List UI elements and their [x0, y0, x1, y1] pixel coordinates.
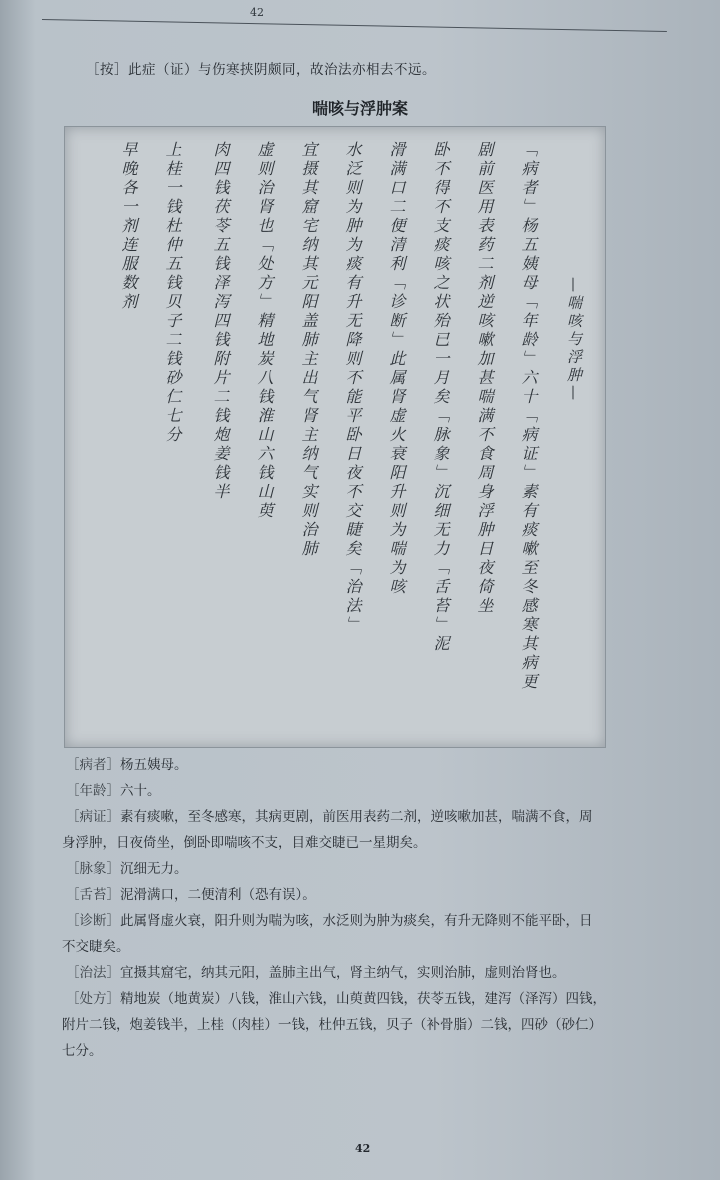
- header-page-number: 42: [250, 6, 264, 19]
- case-line: [66, 882, 666, 908]
- field-text: 六十。: [120, 783, 161, 799]
- field-text: 此属肾虚火衰，阳升则为喘为咳，水泛则为肿为痰矣，有升无降则不能平卧，日: [120, 913, 593, 929]
- field-text: 身浮肿，日夜倚坐，倒卧即喘咳不支，目难交睫已一星期矣。: [62, 835, 427, 851]
- manuscript-column: 上桂一钱杜仲五钱贝子二钱砂仁七分: [163, 141, 182, 445]
- footer-page-number: 42: [355, 1142, 371, 1155]
- section-title: 喘咳与浮肿案: [311, 99, 408, 118]
- field-tag: ［诊断］: [66, 913, 120, 929]
- case-line: [62, 934, 666, 960]
- manuscript-column: 滑满口二便清利「诊断」此属肾虚火衰阳升则为喘为咳: [387, 141, 406, 597]
- field-text: 宜摄其窟宅，纳其元阳，盖肺主出气，肾主纳气，实则治肺，虚则治肾也。: [120, 965, 566, 981]
- manuscript-column: 水泛则为肿为痰有升无降则不能平卧日夜不交睫矣「治法」: [343, 141, 362, 635]
- field-tag: ［处方］: [66, 991, 120, 1007]
- manuscript-image: [64, 126, 606, 748]
- field-text: 精地炭（地黄炭）八钱，淮山六钱，山萸黄四钱，茯苓五钱，建泻（泽泻）四钱，: [120, 991, 606, 1007]
- field-tag: ［脉象］: [66, 861, 120, 877]
- case-line: [66, 856, 666, 882]
- field-tag: ［病者］: [66, 757, 120, 773]
- manuscript-column: 剧前医用表药二剂逆咳嗽加甚喘满不食周身浮肿日夜倚坐: [475, 141, 494, 616]
- field-text: 素有痰嗽，至冬感寒，其病更剧，前医用表药二剂，逆咳嗽加甚，喘满不食，周: [120, 809, 593, 825]
- field-text: 不交睫矣。: [62, 939, 130, 955]
- case-line: [62, 830, 666, 856]
- manuscript-heading: —喘咳与浮肿—: [565, 277, 583, 403]
- case-record: [62, 752, 666, 1064]
- note-paragraph: ［按］此症（证）与伤寒挟阴颇同，故治法亦相去不远。: [86, 62, 436, 78]
- field-text: 杨五姨母。: [120, 757, 188, 773]
- manuscript-column: 卧不得不支痰咳之状殆已一月矣「脉象」沉细无力「舌苔」泥: [431, 141, 450, 654]
- field-text: 附片二钱，炮姜钱半，上桂（肉桂）一钱，杜仲五钱，贝子（补骨脂）二钱，四砂（砂仁）: [62, 1017, 602, 1033]
- field-tag: ［治法］: [66, 965, 120, 981]
- field-text: 泥滑满口，二便清利（恐有误）。: [120, 887, 316, 903]
- field-tag: ［病证］: [66, 809, 120, 825]
- case-line: [66, 908, 666, 934]
- case-line: [66, 752, 666, 778]
- field-text: 七分。: [62, 1043, 103, 1059]
- case-line: [62, 1038, 666, 1064]
- manuscript-column: 肉四钱茯苓五钱泽泻四钱附片二钱炮姜钱半: [211, 141, 230, 502]
- header-rule: [42, 19, 667, 32]
- manuscript-column: 早晚各一剂连服数剂: [119, 141, 138, 312]
- case-line: [66, 960, 666, 986]
- field-text: 沉细无力。: [120, 861, 188, 877]
- field-tag: ［舌苔］: [66, 887, 120, 903]
- manuscript-column: 「病者」杨五姨母「年龄」六十「病证」素有痰嗽至冬感寒其病更: [519, 141, 538, 692]
- case-line: [66, 804, 666, 830]
- case-line: [66, 778, 666, 804]
- case-line: [62, 1012, 666, 1038]
- manuscript-column: 宜摄其窟宅纳其元阳盖肺主出气肾主纳气实则治肺: [299, 141, 318, 559]
- case-line: [66, 986, 666, 1012]
- field-tag: ［年龄］: [66, 783, 120, 799]
- manuscript-column: 虚则治肾也「处方」精地炭八钱淮山六钱山萸: [255, 141, 274, 521]
